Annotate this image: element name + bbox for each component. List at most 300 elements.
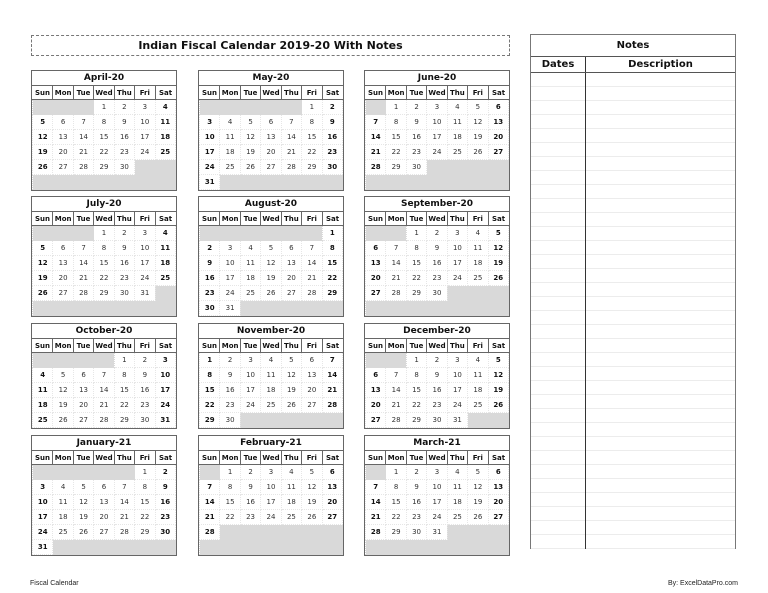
day-cell[interactable]: 28 <box>302 286 322 301</box>
day-cell[interactable]: 27 <box>53 286 73 301</box>
day-cell[interactable]: 27 <box>366 413 386 428</box>
day-cell[interactable]: 14 <box>322 368 342 383</box>
day-cell[interactable]: 19 <box>488 256 508 271</box>
day-cell[interactable]: 29 <box>406 286 426 301</box>
day-cell[interactable]: 24 <box>261 510 281 525</box>
notes-row[interactable] <box>531 129 735 143</box>
day-cell[interactable]: 26 <box>302 510 322 525</box>
day-cell[interactable]: 17 <box>427 495 447 510</box>
day-cell[interactable]: 3 <box>200 115 220 130</box>
day-cell[interactable]: 3 <box>240 353 260 368</box>
day-cell[interactable]: 13 <box>261 130 281 145</box>
day-cell[interactable]: 12 <box>33 130 53 145</box>
day-cell[interactable]: 16 <box>200 271 220 286</box>
day-cell[interactable]: 11 <box>447 480 467 495</box>
day-cell[interactable]: 29 <box>406 413 426 428</box>
day-cell[interactable]: 9 <box>322 115 342 130</box>
day-cell[interactable]: 18 <box>33 398 53 413</box>
day-cell[interactable]: 2 <box>322 100 342 115</box>
day-cell[interactable]: 8 <box>114 368 134 383</box>
day-cell[interactable]: 1 <box>94 226 114 241</box>
day-cell[interactable]: 14 <box>114 495 134 510</box>
day-cell[interactable]: 17 <box>33 510 53 525</box>
day-cell[interactable]: 25 <box>468 398 488 413</box>
day-cell[interactable]: 17 <box>447 256 467 271</box>
day-cell[interactable]: 8 <box>302 115 322 130</box>
day-cell[interactable]: 9 <box>135 368 155 383</box>
day-cell[interactable]: 9 <box>406 115 426 130</box>
day-cell[interactable]: 3 <box>135 100 155 115</box>
day-cell[interactable]: 13 <box>53 256 73 271</box>
day-cell[interactable]: 19 <box>468 495 488 510</box>
day-cell[interactable]: 30 <box>114 160 134 175</box>
day-cell[interactable]: 29 <box>322 286 342 301</box>
day-cell[interactable]: 4 <box>53 480 73 495</box>
notes-row[interactable] <box>531 87 735 101</box>
notes-row[interactable] <box>531 157 735 171</box>
day-cell[interactable]: 1 <box>114 353 134 368</box>
day-cell[interactable]: 14 <box>200 495 220 510</box>
day-cell[interactable]: 16 <box>322 130 342 145</box>
day-cell[interactable]: 14 <box>386 383 406 398</box>
day-cell[interactable]: 30 <box>220 413 240 428</box>
notes-row[interactable] <box>531 535 735 549</box>
notes-row[interactable] <box>531 227 735 241</box>
day-cell[interactable]: 24 <box>240 398 260 413</box>
day-cell[interactable]: 17 <box>135 130 155 145</box>
day-cell[interactable]: 18 <box>447 495 467 510</box>
notes-row[interactable] <box>531 297 735 311</box>
notes-row[interactable] <box>531 395 735 409</box>
day-cell[interactable]: 15 <box>386 130 406 145</box>
day-cell[interactable]: 9 <box>406 480 426 495</box>
day-cell[interactable]: 20 <box>488 130 508 145</box>
day-cell[interactable]: 23 <box>114 145 134 160</box>
day-cell[interactable]: 9 <box>155 480 175 495</box>
day-cell[interactable]: 28 <box>114 525 134 540</box>
notes-row[interactable] <box>531 73 735 87</box>
day-cell[interactable]: 25 <box>240 286 260 301</box>
day-cell[interactable]: 29 <box>94 286 114 301</box>
day-cell[interactable]: 19 <box>33 271 53 286</box>
day-cell[interactable]: 3 <box>427 465 447 480</box>
day-cell[interactable]: 30 <box>200 301 220 316</box>
day-cell[interactable]: 28 <box>322 398 342 413</box>
day-cell[interactable]: 17 <box>447 383 467 398</box>
day-cell[interactable]: 28 <box>94 413 114 428</box>
day-cell[interactable]: 26 <box>468 510 488 525</box>
day-cell[interactable]: 19 <box>261 271 281 286</box>
day-cell[interactable]: 7 <box>386 241 406 256</box>
day-cell[interactable]: 4 <box>240 241 260 256</box>
day-cell[interactable]: 7 <box>366 115 386 130</box>
day-cell[interactable]: 28 <box>73 160 93 175</box>
day-cell[interactable]: 16 <box>114 256 134 271</box>
day-cell[interactable]: 5 <box>33 241 53 256</box>
day-cell[interactable]: 13 <box>488 115 508 130</box>
day-cell[interactable]: 15 <box>200 383 220 398</box>
day-cell[interactable]: 12 <box>73 495 93 510</box>
day-cell[interactable]: 20 <box>488 495 508 510</box>
day-cell[interactable]: 21 <box>73 145 93 160</box>
day-cell[interactable]: 24 <box>200 160 220 175</box>
notes-row[interactable] <box>531 283 735 297</box>
day-cell[interactable]: 21 <box>322 383 342 398</box>
day-cell[interactable]: 20 <box>53 271 73 286</box>
day-cell[interactable]: 21 <box>302 271 322 286</box>
day-cell[interactable]: 25 <box>155 271 175 286</box>
notes-row[interactable] <box>531 311 735 325</box>
day-cell[interactable]: 19 <box>53 398 73 413</box>
day-cell[interactable]: 5 <box>73 480 93 495</box>
day-cell[interactable]: 18 <box>261 383 281 398</box>
day-cell[interactable]: 26 <box>468 145 488 160</box>
day-cell[interactable]: 29 <box>386 525 406 540</box>
day-cell[interactable]: 26 <box>488 398 508 413</box>
day-cell[interactable]: 6 <box>94 480 114 495</box>
notes-row[interactable] <box>531 199 735 213</box>
day-cell[interactable]: 2 <box>427 353 447 368</box>
day-cell[interactable]: 22 <box>135 510 155 525</box>
day-cell[interactable]: 15 <box>114 383 134 398</box>
day-cell[interactable]: 4 <box>447 100 467 115</box>
day-cell[interactable]: 24 <box>220 286 240 301</box>
day-cell[interactable]: 21 <box>366 145 386 160</box>
day-cell[interactable]: 2 <box>135 353 155 368</box>
day-cell[interactable]: 3 <box>220 241 240 256</box>
day-cell[interactable]: 13 <box>53 130 73 145</box>
day-cell[interactable]: 1 <box>386 100 406 115</box>
day-cell[interactable]: 18 <box>240 271 260 286</box>
day-cell[interactable]: 12 <box>488 241 508 256</box>
day-cell[interactable]: 16 <box>114 130 134 145</box>
day-cell[interactable]: 22 <box>94 145 114 160</box>
day-cell[interactable]: 28 <box>386 286 406 301</box>
day-cell[interactable]: 23 <box>135 398 155 413</box>
day-cell[interactable]: 16 <box>240 495 260 510</box>
day-cell[interactable]: 20 <box>302 383 322 398</box>
day-cell[interactable]: 1 <box>135 465 155 480</box>
day-cell[interactable]: 16 <box>427 383 447 398</box>
day-cell[interactable]: 5 <box>53 368 73 383</box>
day-cell[interactable]: 22 <box>386 510 406 525</box>
day-cell[interactable]: 14 <box>366 495 386 510</box>
day-cell[interactable]: 13 <box>366 256 386 271</box>
day-cell[interactable]: 23 <box>155 510 175 525</box>
day-cell[interactable]: 17 <box>427 130 447 145</box>
day-cell[interactable]: 24 <box>427 510 447 525</box>
notes-row[interactable] <box>531 255 735 269</box>
day-cell[interactable]: 9 <box>200 256 220 271</box>
day-cell[interactable]: 25 <box>33 413 53 428</box>
day-cell[interactable]: 27 <box>73 413 93 428</box>
day-cell[interactable]: 7 <box>114 480 134 495</box>
day-cell[interactable]: 12 <box>53 383 73 398</box>
day-cell[interactable]: 11 <box>281 480 301 495</box>
day-cell[interactable]: 20 <box>366 398 386 413</box>
day-cell[interactable]: 10 <box>135 241 155 256</box>
day-cell[interactable]: 29 <box>302 160 322 175</box>
day-cell[interactable]: 6 <box>366 368 386 383</box>
day-cell[interactable]: 28 <box>73 286 93 301</box>
day-cell[interactable]: 21 <box>114 510 134 525</box>
day-cell[interactable]: 28 <box>281 160 301 175</box>
day-cell[interactable]: 8 <box>94 241 114 256</box>
notes-row[interactable] <box>531 241 735 255</box>
day-cell[interactable]: 24 <box>447 398 467 413</box>
day-cell[interactable]: 20 <box>73 398 93 413</box>
notes-row[interactable] <box>531 465 735 479</box>
day-cell[interactable]: 27 <box>488 510 508 525</box>
day-cell[interactable]: 4 <box>281 465 301 480</box>
day-cell[interactable]: 18 <box>468 256 488 271</box>
day-cell[interactable]: 30 <box>114 286 134 301</box>
day-cell[interactable]: 7 <box>366 480 386 495</box>
day-cell[interactable]: 12 <box>468 115 488 130</box>
day-cell[interactable]: 3 <box>135 226 155 241</box>
day-cell[interactable]: 20 <box>366 271 386 286</box>
day-cell[interactable]: 13 <box>488 480 508 495</box>
day-cell[interactable]: 22 <box>406 398 426 413</box>
day-cell[interactable]: 14 <box>73 256 93 271</box>
day-cell[interactable]: 23 <box>427 398 447 413</box>
day-cell[interactable]: 28 <box>366 160 386 175</box>
day-cell[interactable]: 1 <box>406 226 426 241</box>
day-cell[interactable]: 20 <box>94 510 114 525</box>
day-cell[interactable]: 8 <box>386 480 406 495</box>
day-cell[interactable]: 30 <box>427 413 447 428</box>
day-cell[interactable]: 23 <box>406 145 426 160</box>
day-cell[interactable]: 14 <box>366 130 386 145</box>
day-cell[interactable]: 22 <box>386 145 406 160</box>
day-cell[interactable]: 23 <box>406 510 426 525</box>
day-cell[interactable]: 11 <box>220 130 240 145</box>
day-cell[interactable]: 3 <box>447 353 467 368</box>
day-cell[interactable]: 15 <box>386 495 406 510</box>
day-cell[interactable]: 19 <box>281 383 301 398</box>
notes-row[interactable] <box>531 521 735 535</box>
notes-row[interactable] <box>531 451 735 465</box>
day-cell[interactable]: 10 <box>135 115 155 130</box>
day-cell[interactable]: 18 <box>468 383 488 398</box>
day-cell[interactable]: 10 <box>261 480 281 495</box>
day-cell[interactable]: 23 <box>427 271 447 286</box>
day-cell[interactable]: 17 <box>155 383 175 398</box>
day-cell[interactable]: 21 <box>200 510 220 525</box>
day-cell[interactable]: 24 <box>427 145 447 160</box>
day-cell[interactable]: 24 <box>135 271 155 286</box>
day-cell[interactable]: 10 <box>427 115 447 130</box>
day-cell[interactable]: 18 <box>281 495 301 510</box>
day-cell[interactable]: 14 <box>94 383 114 398</box>
day-cell[interactable]: 1 <box>322 226 342 241</box>
day-cell[interactable]: 8 <box>406 368 426 383</box>
day-cell[interactable]: 25 <box>447 145 467 160</box>
day-cell[interactable]: 6 <box>53 115 73 130</box>
day-cell[interactable]: 23 <box>200 286 220 301</box>
day-cell[interactable]: 10 <box>447 241 467 256</box>
day-cell[interactable]: 27 <box>302 398 322 413</box>
day-cell[interactable]: 22 <box>302 145 322 160</box>
day-cell[interactable]: 28 <box>200 525 220 540</box>
day-cell[interactable]: 5 <box>468 100 488 115</box>
day-cell[interactable]: 6 <box>281 241 301 256</box>
day-cell[interactable]: 12 <box>33 256 53 271</box>
day-cell[interactable]: 7 <box>73 241 93 256</box>
day-cell[interactable]: 29 <box>114 413 134 428</box>
day-cell[interactable]: 19 <box>240 145 260 160</box>
day-cell[interactable]: 31 <box>200 175 220 190</box>
day-cell[interactable]: 1 <box>302 100 322 115</box>
day-cell[interactable]: 15 <box>135 495 155 510</box>
day-cell[interactable]: 3 <box>261 465 281 480</box>
day-cell[interactable]: 26 <box>73 525 93 540</box>
day-cell[interactable]: 8 <box>322 241 342 256</box>
day-cell[interactable]: 5 <box>261 241 281 256</box>
day-cell[interactable]: 27 <box>261 160 281 175</box>
day-cell[interactable]: 28 <box>386 413 406 428</box>
day-cell[interactable]: 13 <box>94 495 114 510</box>
day-cell[interactable]: 19 <box>302 495 322 510</box>
day-cell[interactable]: 6 <box>73 368 93 383</box>
notes-row[interactable] <box>531 115 735 129</box>
day-cell[interactable]: 5 <box>302 465 322 480</box>
day-cell[interactable]: 10 <box>240 368 260 383</box>
day-cell[interactable]: 18 <box>447 130 467 145</box>
day-cell[interactable]: 17 <box>200 145 220 160</box>
day-cell[interactable]: 14 <box>302 256 322 271</box>
day-cell[interactable]: 10 <box>33 495 53 510</box>
day-cell[interactable]: 13 <box>281 256 301 271</box>
day-cell[interactable]: 30 <box>427 286 447 301</box>
notes-row[interactable] <box>531 493 735 507</box>
day-cell[interactable]: 16 <box>406 495 426 510</box>
day-cell[interactable]: 21 <box>386 271 406 286</box>
day-cell[interactable]: 18 <box>53 510 73 525</box>
day-cell[interactable]: 12 <box>302 480 322 495</box>
day-cell[interactable]: 3 <box>33 480 53 495</box>
day-cell[interactable]: 3 <box>447 226 467 241</box>
day-cell[interactable]: 22 <box>406 271 426 286</box>
day-cell[interactable]: 8 <box>386 115 406 130</box>
day-cell[interactable]: 27 <box>281 286 301 301</box>
day-cell[interactable]: 19 <box>73 510 93 525</box>
day-cell[interactable]: 26 <box>261 286 281 301</box>
day-cell[interactable]: 4 <box>468 353 488 368</box>
day-cell[interactable]: 7 <box>302 241 322 256</box>
day-cell[interactable]: 1 <box>200 353 220 368</box>
day-cell[interactable]: 20 <box>281 271 301 286</box>
day-cell[interactable]: 27 <box>366 286 386 301</box>
day-cell[interactable]: 11 <box>155 241 175 256</box>
day-cell[interactable]: 1 <box>220 465 240 480</box>
day-cell[interactable]: 16 <box>135 383 155 398</box>
day-cell[interactable]: 5 <box>468 465 488 480</box>
day-cell[interactable]: 9 <box>220 368 240 383</box>
day-cell[interactable]: 16 <box>427 256 447 271</box>
day-cell[interactable]: 25 <box>468 271 488 286</box>
day-cell[interactable]: 28 <box>366 525 386 540</box>
day-cell[interactable]: 15 <box>94 256 114 271</box>
notes-row[interactable] <box>531 143 735 157</box>
day-cell[interactable]: 6 <box>488 465 508 480</box>
day-cell[interactable]: 12 <box>240 130 260 145</box>
day-cell[interactable]: 20 <box>261 145 281 160</box>
notes-row[interactable] <box>531 185 735 199</box>
day-cell[interactable]: 6 <box>366 241 386 256</box>
day-cell[interactable]: 29 <box>94 160 114 175</box>
day-cell[interactable]: 4 <box>155 226 175 241</box>
day-cell[interactable]: 27 <box>94 525 114 540</box>
day-cell[interactable]: 11 <box>468 368 488 383</box>
day-cell[interactable]: 10 <box>155 368 175 383</box>
day-cell[interactable]: 12 <box>468 480 488 495</box>
day-cell[interactable]: 2 <box>200 241 220 256</box>
day-cell[interactable]: 27 <box>488 145 508 160</box>
day-cell[interactable]: 11 <box>261 368 281 383</box>
notes-row[interactable] <box>531 101 735 115</box>
day-cell[interactable]: 9 <box>240 480 260 495</box>
day-cell[interactable]: 29 <box>386 160 406 175</box>
day-cell[interactable]: 25 <box>261 398 281 413</box>
day-cell[interactable]: 10 <box>447 368 467 383</box>
day-cell[interactable]: 13 <box>73 383 93 398</box>
day-cell[interactable]: 15 <box>406 383 426 398</box>
day-cell[interactable]: 8 <box>406 241 426 256</box>
day-cell[interactable]: 25 <box>447 510 467 525</box>
day-cell[interactable]: 22 <box>322 271 342 286</box>
notes-row[interactable] <box>531 269 735 283</box>
day-cell[interactable]: 30 <box>135 413 155 428</box>
day-cell[interactable]: 9 <box>427 241 447 256</box>
day-cell[interactable]: 6 <box>488 100 508 115</box>
day-cell[interactable]: 22 <box>114 398 134 413</box>
day-cell[interactable]: 12 <box>488 368 508 383</box>
day-cell[interactable]: 4 <box>468 226 488 241</box>
day-cell[interactable]: 22 <box>94 271 114 286</box>
day-cell[interactable]: 31 <box>427 525 447 540</box>
day-cell[interactable]: 11 <box>53 495 73 510</box>
day-cell[interactable]: 2 <box>240 465 260 480</box>
day-cell[interactable]: 9 <box>114 115 134 130</box>
day-cell[interactable]: 25 <box>220 160 240 175</box>
day-cell[interactable]: 21 <box>281 145 301 160</box>
day-cell[interactable]: 21 <box>366 510 386 525</box>
day-cell[interactable]: 21 <box>94 398 114 413</box>
day-cell[interactable]: 2 <box>406 100 426 115</box>
day-cell[interactable]: 7 <box>73 115 93 130</box>
day-cell[interactable]: 17 <box>135 256 155 271</box>
notes-row[interactable] <box>531 479 735 493</box>
day-cell[interactable]: 11 <box>240 256 260 271</box>
day-cell[interactable]: 4 <box>447 465 467 480</box>
day-cell[interactable]: 23 <box>240 510 260 525</box>
day-cell[interactable]: 4 <box>33 368 53 383</box>
notes-row[interactable] <box>531 437 735 451</box>
day-cell[interactable]: 19 <box>33 145 53 160</box>
day-cell[interactable]: 13 <box>302 368 322 383</box>
day-cell[interactable]: 16 <box>406 130 426 145</box>
day-cell[interactable]: 16 <box>155 495 175 510</box>
day-cell[interactable]: 4 <box>220 115 240 130</box>
day-cell[interactable]: 6 <box>53 241 73 256</box>
day-cell[interactable]: 1 <box>386 465 406 480</box>
day-cell[interactable]: 7 <box>386 368 406 383</box>
day-cell[interactable]: 21 <box>73 271 93 286</box>
day-cell[interactable]: 31 <box>135 286 155 301</box>
day-cell[interactable]: 19 <box>468 130 488 145</box>
day-cell[interactable]: 8 <box>200 368 220 383</box>
